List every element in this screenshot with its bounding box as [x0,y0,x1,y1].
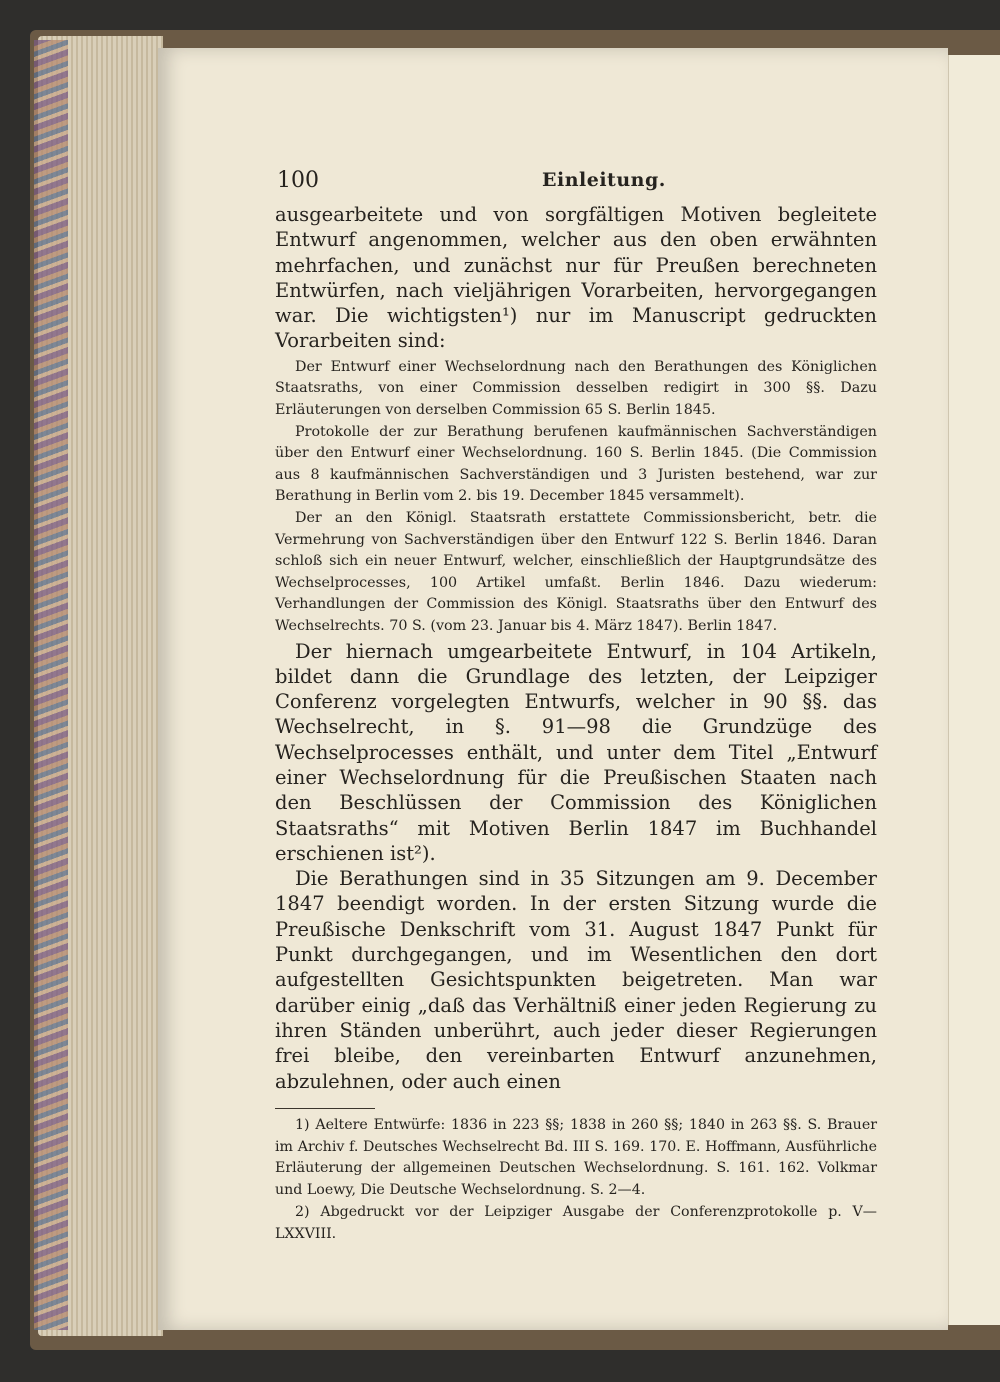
footnote-divider [275,1108,375,1109]
source-item-2: Protokolle der zur Berathung berufenen kaufmännischen Sachverständigen über den Entwurf einer Wechselordnung. 160 S. Berlin 1845. (Die Commission aus 8 kaufmännischen Sachverständigen und 3 Juristen bestehend, war zur Berathung in Berlin vom 2. bis 19. December 1845 versammelt). [275,423,877,505]
page-number: 100 [277,168,319,193]
footnote-2: 2) Abgedruckt vor der Leipziger Ausgabe der Conferenzprotokolle p. V—LXXVIII. [275,1204,877,1242]
footnotes [275,1115,877,1246]
marbled-edge [34,40,68,1330]
page-header [275,160,877,200]
running-title: Einleitung. [542,169,666,191]
source-list [275,357,877,638]
source-item-3: Der an den Königl. Staatsrath erstattete Commissionsbericht, betr. die Vermehrung von Sachverständigen über den Entwurf 122 S. Berlin 1846. Daran schloß sich ein neuer Entwurf, welcher, einschließlich der Hauptgrundsätze des Wechselprocesses, 100 Artikel umfaßt. Berlin 1846. Dazu wiederum: Verhandlungen der Commission des Königl. Staatsraths über den Entwurf des Wechselrechts. 70 S. (vom 23. Januar bis 4. März 1847). Berlin 1847. [275,509,877,634]
source-item-1: Der Entwurf einer Wechselordnung nach den Berathungen des Königlichen Staatsraths, von einer Commission desselben redigirt in 300 §§. Dazu Erläuterungen von derselben Commission 65 S. Berlin 1845. [275,358,877,418]
paragraph-3: Die Berathungen sind in 35 Sitzungen am 9. December 1847 beendigt worden. In der ersten Sitzung wurde die Preußische Denkschrift vom 31. August 1847 Punkt für Punkt durchgegangen, und im Wesentlichen den dort aufgestellten Gesichtspunkten beigetreten. Man war darüber einig „daß das Verhältniß einer jeden Regierung zu ihren Ständen unberührt, auch jeder dieser Regierungen frei bleibe, den vereinbarten Entwurf anzunehmen, abzulehnen, oder auch einen [275,867,877,1093]
facing-page [948,55,1000,1325]
page-content [275,160,877,1246]
footnote-1: 1) Aeltere Entwürfe: 1836 in 223 §§; 1838 in 260 §§; 1840 in 263 §§. S. Brauer im Archiv f. Deutsches Wechselrecht Bd. III S. 169. 170. E. Hoffmann, Ausführliche Erläuterung der allgemeinen Deutschen Wechselordnung. S. 161. 162. Volkmar und Loewy, Die Deutsche Wechselordnung. S. 2—4. [275,1116,877,1199]
paragraph-2: Der hiernach umgearbeitete Entwurf, in 104 Artikeln, bildet dann die Grundlage des letzten, der Leipziger Conferenz vorgelegten Entwurfs, welcher in 90 §§. das Wechselrecht, in §. 91—98 die Grundzüge des Wechselprocesses enthält, und unter dem Titel „Entwurf einer Wechselordnung für die Preußischen Staaten nach den Beschlüssen der Commission des Königlichen Staatsraths“ mit Motiven Berlin 1847 im Buchhandel erschienen ist²). [275,639,877,865]
paragraph-1: ausgearbeitete und von sorgfältigen Motiven begleitete Entwurf angenommen, welcher aus den oben erwähnten mehrfachen, und zunächst nur für Preußen berechneten Entwürfen, nach vieljährigen Vorarbeiten, hervorgegangen war. Die wichtigsten¹) nur im Manuscript gedruckten Vorarbeiten sind: [275,203,877,353]
